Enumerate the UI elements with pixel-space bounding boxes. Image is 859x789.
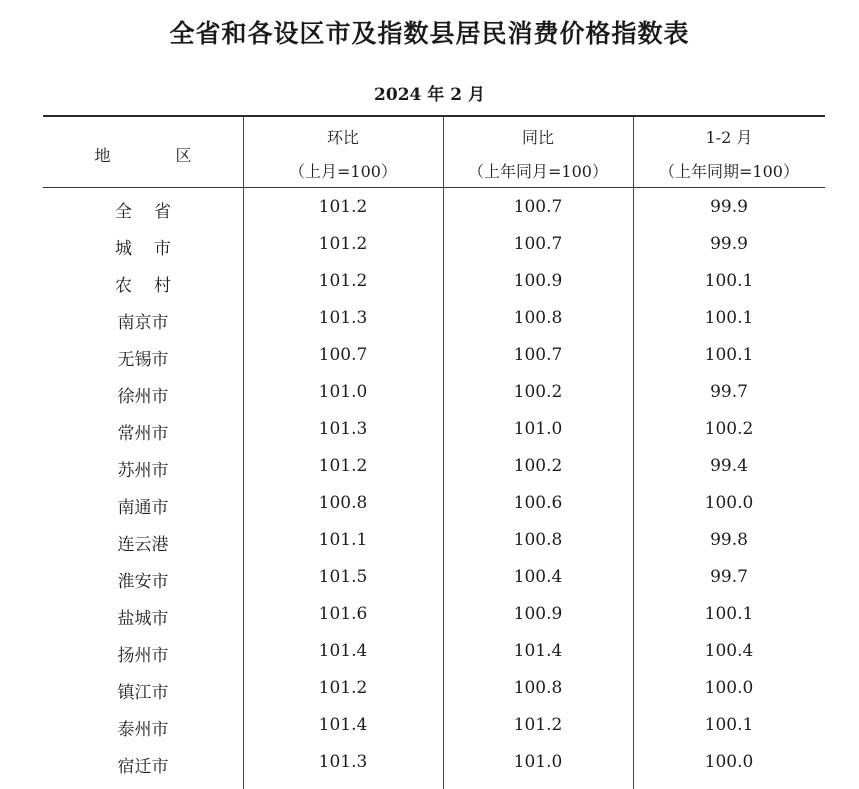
table-row (43, 378, 825, 415)
cell-mom: 101.2 (318, 197, 368, 217)
cell-mom: 101.6 (318, 604, 368, 624)
table-header-rule (43, 187, 825, 188)
table-row (43, 230, 825, 267)
cell-yoy: 100.6 (513, 493, 563, 513)
cell-yoy: 100.7 (513, 197, 563, 217)
cell-mom: 101.2 (318, 678, 368, 698)
cell-mom: 101.1 (318, 530, 368, 550)
cell-region: 宿迁市 (117, 757, 169, 777)
cell-cum: 99.9 (710, 234, 748, 254)
table-row (43, 711, 825, 748)
table-row (43, 304, 825, 341)
cell-cum: 99.4 (710, 456, 748, 476)
cell-region: 无锡市 (117, 350, 169, 370)
cell-region: 全省 (115, 202, 193, 222)
cell-region: 泰州市 (117, 720, 169, 740)
cell-region: 淮安市 (117, 572, 169, 592)
cell-cum: 100.4 (704, 641, 754, 661)
header-mom-base: （上月=100） (289, 162, 397, 181)
header-cum-title: 1-2 月 (705, 128, 753, 147)
cell-mom: 101.2 (318, 271, 368, 291)
cell-region: 南通市 (117, 498, 169, 518)
cell-region: 扬州市 (117, 646, 169, 666)
table-row (43, 452, 825, 489)
cell-yoy: 100.9 (513, 271, 563, 291)
cell-cum: 100.1 (704, 308, 754, 328)
cell-yoy: 100.7 (513, 345, 563, 365)
cell-region: 城市 (115, 239, 193, 259)
table-row (43, 526, 825, 563)
cell-mom: 101.0 (318, 382, 368, 402)
cell-yoy: 101.0 (513, 419, 563, 439)
table-row (43, 267, 825, 304)
cell-region: 农村 (115, 276, 193, 296)
cell-yoy: 101.4 (513, 641, 563, 661)
header-mom (243, 117, 443, 187)
cell-cum: 99.7 (710, 382, 748, 402)
cell-cum: 100.0 (704, 493, 754, 513)
cell-mom: 101.4 (318, 641, 368, 661)
table-row (43, 748, 825, 785)
cell-region: 镇江市 (117, 683, 169, 703)
header-yoy-title: 同比 (521, 128, 554, 147)
cell-mom: 101.5 (318, 567, 368, 587)
cell-region: 连云港 (117, 535, 169, 555)
table-row (43, 674, 825, 711)
table-row (43, 193, 825, 230)
table-row (43, 600, 825, 637)
period-label: 2024 年 2 月 (374, 85, 485, 105)
cell-yoy: 100.9 (513, 604, 563, 624)
header-region: 地 区 (94, 146, 222, 165)
cell-cum: 100.1 (704, 604, 754, 624)
table-row (43, 415, 825, 452)
cell-cum: 99.7 (710, 567, 748, 587)
cell-yoy: 100.8 (513, 678, 563, 698)
header-yoy (443, 117, 633, 187)
cell-region: 盐城市 (117, 609, 169, 629)
header-cum-base: （上年同期=100） (659, 162, 799, 181)
cell-yoy: 101.2 (513, 715, 563, 735)
document-title: 全省和各设区市及指数县居民消费价格指数表 (169, 19, 690, 48)
table-row (43, 637, 825, 674)
cell-region: 常州市 (117, 424, 169, 444)
cell-region: 苏州市 (117, 461, 169, 481)
header-cum (633, 117, 825, 187)
cell-yoy: 100.4 (513, 567, 563, 587)
cell-yoy: 100.2 (513, 456, 563, 476)
cell-yoy: 100.7 (513, 234, 563, 254)
cell-mom: 100.7 (318, 345, 368, 365)
table-row (43, 341, 825, 378)
cell-yoy: 100.8 (513, 308, 563, 328)
cell-yoy: 101.0 (513, 752, 563, 772)
cell-region: 南京市 (117, 313, 169, 333)
cell-cum: 100.2 (704, 419, 754, 439)
cell-mom: 101.3 (318, 308, 368, 328)
table-row (43, 563, 825, 600)
cell-cum: 99.8 (710, 530, 748, 550)
cell-yoy: 100.2 (513, 382, 563, 402)
cell-yoy: 100.8 (513, 530, 563, 550)
cell-region: 徐州市 (117, 387, 169, 407)
cell-cum: 99.9 (710, 197, 748, 217)
cell-mom: 101.2 (318, 234, 368, 254)
cell-cum: 100.1 (704, 271, 754, 291)
header-mom-title: 环比 (326, 128, 359, 147)
cell-cum: 100.0 (704, 752, 754, 772)
cell-mom: 101.4 (318, 715, 368, 735)
cell-mom: 101.3 (318, 419, 368, 439)
header-yoy-base: （上年同月=100） (468, 162, 608, 181)
table-row (43, 489, 825, 526)
cell-mom: 100.8 (318, 493, 368, 513)
cell-cum: 100.1 (704, 715, 754, 735)
cell-mom: 101.3 (318, 752, 368, 772)
cell-cum: 100.1 (704, 345, 754, 365)
cell-cum: 100.0 (704, 678, 754, 698)
cell-mom: 101.2 (318, 456, 368, 476)
